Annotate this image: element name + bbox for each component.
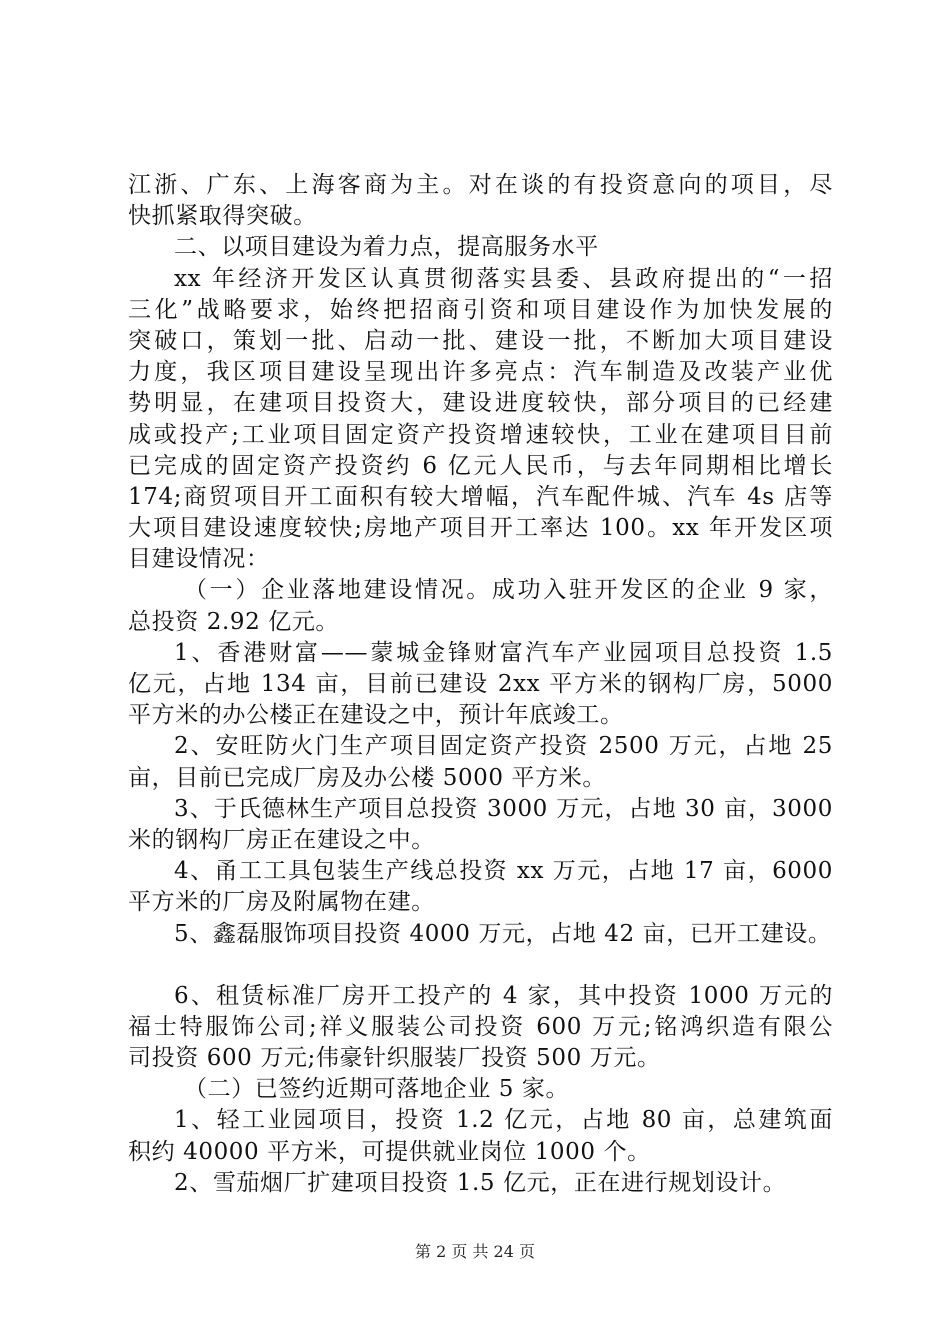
document-body <box>128 170 833 1199</box>
body-line: 平方米的办公楼正在建设之中，预计年底竣工。 <box>128 702 624 729</box>
body-line: 米的钢构厂房正在建设之中。 <box>128 826 435 853</box>
body-line: 平方米的厂房及附属物在建。 <box>128 889 435 916</box>
list-item: 1、香港财富——蒙城金锋财富汽车产业园项目总投资 1.5 <box>174 639 833 666</box>
body-line: 已完成的固定资产投资约 6 亿元人民币，与去年同期相比增长 <box>128 452 833 479</box>
body-line: 174;商贸项目开工面积有较大增幅，汽车配件城、汽车 4s 店等 <box>128 483 833 510</box>
list-item: 2、雪茄烟厂扩建项目投资 1.5 亿元，正在进行规划设计。 <box>174 1169 787 1196</box>
body-line: 快抓紧取得突破。 <box>128 203 317 230</box>
list-item: 5、鑫磊服饰项目投资 4000 万元，占地 42 亩，已开工建设。 <box>174 920 832 947</box>
body-line: 成或投产;工业项目固定资产投资增速较快，工业在建项目目前 <box>128 421 833 448</box>
list-item: 1、轻工业园项目，投资 1.2 亿元，占地 80 亩，总建筑面 <box>174 1107 833 1134</box>
body-line: 江浙、广东、上海客商为主。对在谈的有投资意向的项目，尽 <box>128 172 833 198</box>
body-line: 总投资 2.92 亿元。 <box>128 608 340 635</box>
paragraph-gap <box>128 950 833 981</box>
list-item: 6、租赁标准厂房开工投产的 4 家，其中投资 1000 万元的 <box>174 982 833 1009</box>
subsection-heading: （一）企业落地建设情况。成功入驻开发区的企业 9 家， <box>184 577 833 604</box>
body-line: 司投资 600 万元;伟豪针织服装厂投资 500 万元。 <box>128 1045 661 1072</box>
list-item: 3、于氏德林生产项目总投资 3000 万元，占地 30 亩，3000 <box>174 795 833 822</box>
body-line: 三化”战略要求，始终把招商引资和项目建设作为加快发展的 <box>128 296 833 323</box>
body-line: xx 年经济开发区认真贯彻落实县委、县政府提出的“一招 <box>174 265 833 292</box>
body-line: 大项目建设速度较快;房地产项目开工率达 100。xx 年开发区项 <box>128 515 833 542</box>
body-line: 势明显，在建项目投资大，建设进度较快，部分项目的已经建 <box>128 390 833 417</box>
body-line: 突破口，策划一批、启动一批、建设一批，不断加大项目建设 <box>128 327 833 354</box>
list-item: 4、甬工工具包装生产线总投资 xx 万元，占地 17 亩，6000 <box>174 858 833 885</box>
page-footer: 第 2 页 共 24 页 <box>415 1242 535 1261</box>
list-item: 2、安旺防火门生产项目固定资产投资 2500 万元，占地 25 <box>174 733 833 760</box>
section-heading: 二、以项目建设为着力点，提高服务水平 <box>174 234 599 261</box>
body-line: 力度，我区项目建设呈现出许多亮点：汽车制造及改装产业优 <box>128 359 833 386</box>
body-line: 福士特服饰公司;祥义服装公司投资 600 万元;铭鸿织造有限公 <box>128 1013 833 1040</box>
body-line: 亿元，占地 134 亩，目前已建设 2xx 平方米的钢构厂房，5000 <box>128 671 833 697</box>
body-line: 积约 40000 平方米，可提供就业岗位 1000 个。 <box>128 1138 651 1165</box>
body-line: 目建设情况： <box>128 546 270 573</box>
body-line: 亩，目前已完成厂房及办公楼 5000 平方米。 <box>128 764 606 791</box>
subsection-heading: （二）已签约近期可落地企业 5 家。 <box>184 1076 570 1103</box>
